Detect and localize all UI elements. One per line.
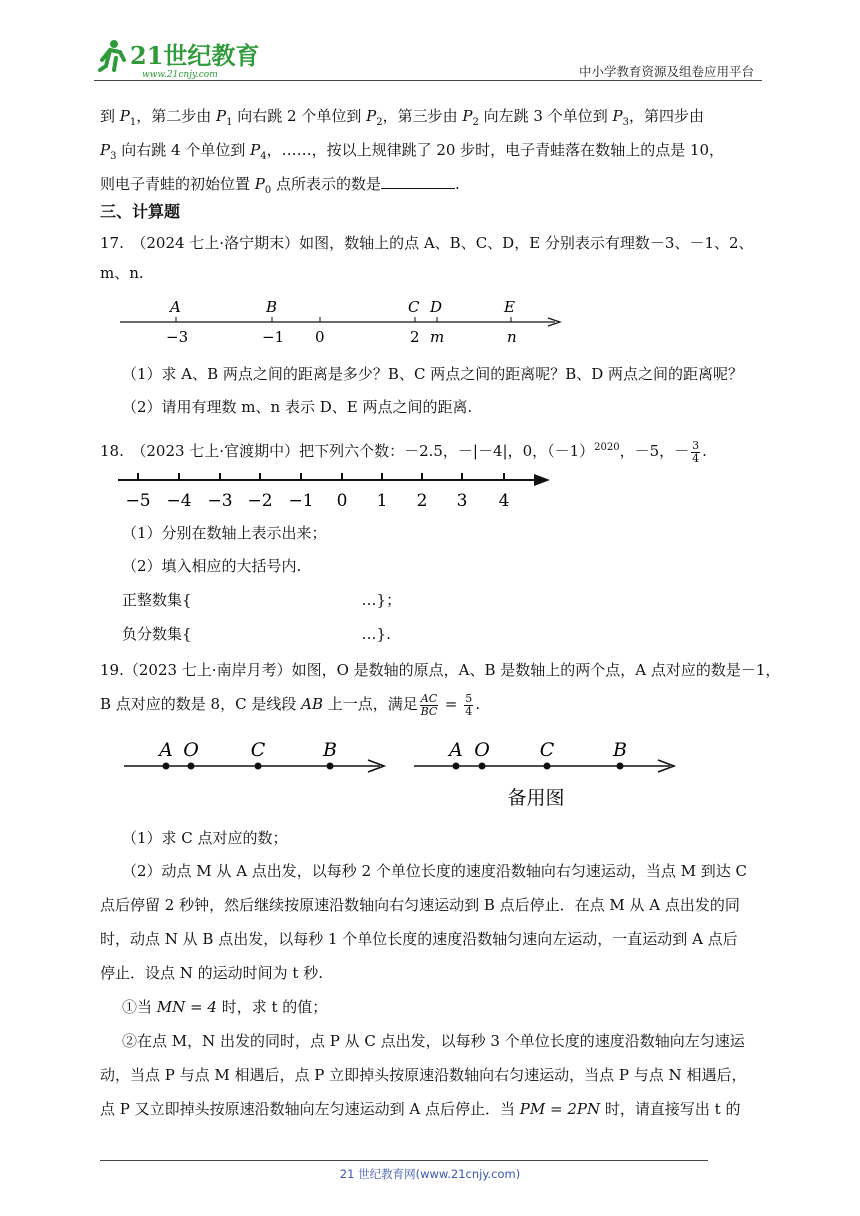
point-label-a: A	[170, 298, 181, 316]
logo-text: 21世纪教育	[130, 41, 260, 70]
footer-link[interactable]: 21 世纪教育网(www.21cnjy.com)	[339, 1167, 521, 1181]
q18-number-line	[110, 468, 560, 512]
svg-text:−5: −5	[125, 491, 151, 511]
q19-sub-2-line-1: （2）动点 M 从 A 点出发，以每秒 2 个单位长度的速度沿数轴向右匀速运动，当点 M 到达 C	[122, 862, 748, 880]
logo-url: www.21cnjy.com	[142, 70, 218, 80]
q17-sub-1: （1）求 A、B 两点之间的距离是多少？B、C 两点之间的距离呢？B、D 两点之间的距离呢？	[122, 365, 744, 383]
section-title: 三、计算题	[100, 202, 181, 221]
svg-text:−2: −2	[247, 491, 273, 511]
point-label-c: C	[408, 298, 420, 316]
point-label-e: E	[504, 298, 515, 316]
svg-text:4: 4	[498, 491, 510, 511]
q19-case-2-line-2: 动，当点 P 与点 M 相遇后，点 P 立即掉头按原速沿数轴向右匀速运动，当点 P 与点 N 相遇后，	[100, 1066, 747, 1084]
q18-sub-2: （2）填入相应的大括号内.	[122, 557, 302, 575]
q19-sub-2-line-3: 时，动点 N 从 B 点出发，以每秒 1 个单位长度的速度沿数轴匀速向左运动，一直运动到 A 点后	[100, 930, 738, 948]
q17-stem-2: m、n.	[100, 264, 144, 282]
svg-text:A: A	[449, 739, 463, 761]
svg-text:−3: −3	[207, 491, 233, 511]
point-label-d: D	[430, 298, 443, 316]
q18-sub-1: （1）分别在数轴上表示出来；	[122, 524, 327, 542]
platform-name: 中小学教育资源及组卷应用平台	[578, 64, 754, 79]
svg-text:A: A	[159, 739, 173, 761]
q19-figures	[118, 732, 698, 812]
q18-stem: 18. （2023 七上·官渡期中）把下列六个数：－2.5，－|－4|，0，$(-1)^{2020}$，－5，－ $\frac{3}{4}$ .	[100, 438, 707, 465]
q16-line-1: 到 $P_1$，第二步由 $P_1$ 向右跳 2 个单位到 $P_2$，第三步由 $P_2$ 向左跳 3 个单位到 $P_3$，第四步由	[100, 107, 704, 128]
q17-sub-2: （2）请用有理数 m、n 表示 D、E 两点之间的距离.	[122, 398, 473, 416]
q16-line-3: 则电子青蛙的初始位置 $P_0$ 点所表示的数是 .	[100, 175, 460, 196]
tick-label: n	[507, 328, 517, 346]
svg-text:−1: −1	[288, 491, 314, 511]
svg-text:−4: −4	[166, 491, 192, 511]
tick-label: −1	[262, 328, 285, 346]
point-label-b: B	[266, 298, 278, 316]
svg-text:3: 3	[456, 491, 468, 511]
footer-divider	[100, 1160, 708, 1161]
q19-main-figure	[124, 739, 384, 772]
tick-label: m	[430, 328, 445, 346]
runner-icon	[100, 40, 124, 70]
q17-stem-1: 17. （2024 七上·洛宁期末）如图，数轴上的点 A、B、C、D，E 分别表示有理数－3、－1、2、	[100, 234, 754, 252]
tick-label: 0	[315, 328, 325, 346]
q17-number-line	[110, 290, 570, 350]
svg-text:1: 1	[376, 491, 388, 511]
svg-text:0: 0	[336, 491, 348, 511]
q19-case-1: ①当 MN = 4 时，求 t 的值；	[122, 998, 328, 1016]
q19-case-2-line-3: 点 P 又立即掉头按原速沿数轴向左匀速运动到 A 点后停止．当 PM = 2PN 时，请直接写出 t 的	[100, 1100, 741, 1118]
answer-blank[interactable]	[381, 174, 455, 189]
site-logo[interactable]	[94, 36, 264, 82]
q19-case-2-line-1: ②在点 M，N 出发的同时，点 P 从 C 点出发，以每秒 3 个单位长度的速度沿数轴向左匀速运	[122, 1032, 745, 1050]
tick-label: −3	[166, 328, 189, 346]
q19-sub-1: （1）求 C 点对应的数；	[122, 829, 288, 847]
svg-text:B: B	[613, 739, 627, 761]
q19-stem-2: B 点对应的数是 8，C 是线段 AB 上一点，满足 $\frac{AC}{BC}$ = $\frac{5}{4}$ .	[100, 691, 481, 718]
tick-label: 2	[410, 328, 420, 346]
q18-set-positive-int: 正整数集{ …}；	[122, 591, 402, 609]
q16-line-2: $P_3$ 向右跳 4 个单位到 $P_4$，……，按以上规律跳了 20 步时，电子青蛙落在数轴上的点是 10，	[100, 141, 725, 162]
header-divider	[94, 80, 762, 81]
backup-caption: 备用图	[507, 787, 565, 809]
q19-backup-figure	[414, 739, 674, 809]
q19-sub-2-line-4: 停止．设点 N 的运动时间为 t 秒.	[100, 964, 323, 982]
svg-text:2: 2	[416, 491, 428, 511]
q19-sub-2-line-2: 点后停留 2 秒钟，然后继续按原速沿数轴向右匀速运动到 B 点后停止．在点 M 从 A 点出发的同	[100, 896, 740, 914]
svg-text:O: O	[474, 739, 490, 761]
svg-text:B: B	[323, 739, 337, 761]
svg-text:O: O	[183, 739, 199, 761]
q18-set-negative-frac: 负分数集{ …}.	[122, 625, 391, 643]
svg-text:C: C	[539, 739, 555, 761]
q19-stem-1: 19.（2023 七上·南岸月考）如图，O 是数轴的原点，A、B 是数轴上的两个点，A 点对应的数是－1，	[100, 661, 781, 679]
svg-text:C: C	[250, 739, 266, 761]
